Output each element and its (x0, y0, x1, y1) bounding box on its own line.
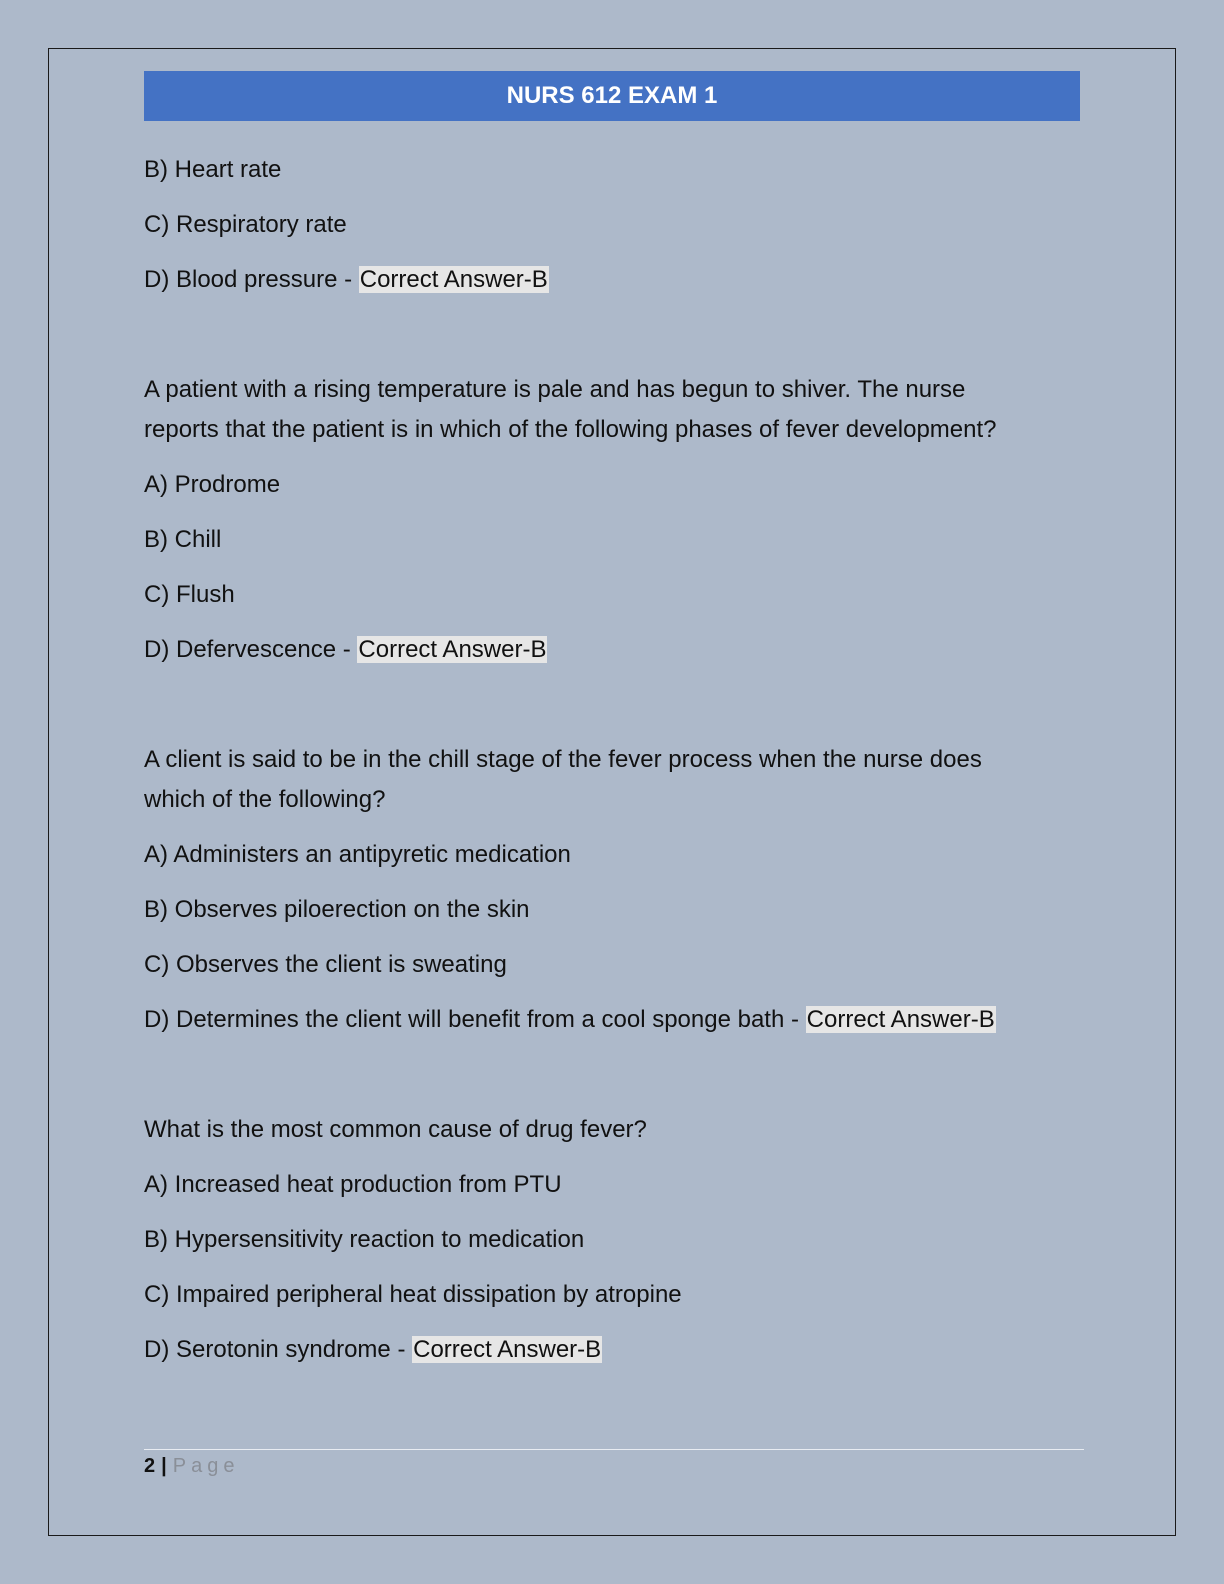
page-number: 2 (144, 1455, 156, 1477)
document-body (144, 150, 1094, 1370)
option-with-answer: D) Determines the client will benefit from a cool sponge bath - Correct Answer-B (144, 1006, 995, 1033)
option: B) Observes piloerection on the skin (144, 896, 530, 923)
option: C) Observes the client is sweating (144, 951, 507, 978)
document-title: NURS 612 EXAM 1 (506, 82, 718, 109)
option: C) Respiratory rate (144, 211, 347, 238)
option: B) Chill (144, 526, 222, 553)
footer-separator: | (161, 1455, 167, 1477)
question-text: What is the most common cause of drug fever? (144, 1116, 647, 1143)
correct-answer-highlight: Correct Answer-B (358, 636, 547, 663)
footer-divider (144, 1449, 1084, 1450)
option: A) Administers an antipyretic medication (144, 841, 571, 868)
question-text: A patient with a rising temperature is pale and has begun to shiver. The nurse (144, 376, 966, 403)
correct-answer-highlight: Correct Answer-B (413, 1336, 602, 1363)
option: B) Hypersensitivity reaction to medication (144, 1226, 585, 1253)
option-with-answer: D) Blood pressure - Correct Answer-B (144, 266, 548, 293)
option-with-answer: D) Serotonin syndrome - Correct Answer-B (144, 1336, 602, 1363)
page-footer (144, 1452, 239, 1480)
option: A) Prodrome (144, 471, 281, 498)
question-text: A client is said to be in the chill stage of the fever process when the nurse does (144, 746, 982, 773)
question-text: which of the following? (144, 786, 386, 813)
document-header (144, 71, 1080, 121)
question-text: reports that the patient is in which of the following phases of fever development? (144, 416, 997, 443)
correct-answer-highlight: Correct Answer-B (359, 266, 548, 293)
option: C) Flush (144, 581, 235, 608)
option: C) Impaired peripheral heat dissipation by atropine (144, 1281, 682, 1308)
correct-answer-highlight: Correct Answer-B (806, 1006, 995, 1033)
option-with-answer: D) Defervescence - Correct Answer-B (144, 636, 547, 663)
option: B) Heart rate (144, 156, 282, 183)
option: A) Increased heat production from PTU (144, 1171, 562, 1198)
page-label: Page (172, 1455, 240, 1477)
